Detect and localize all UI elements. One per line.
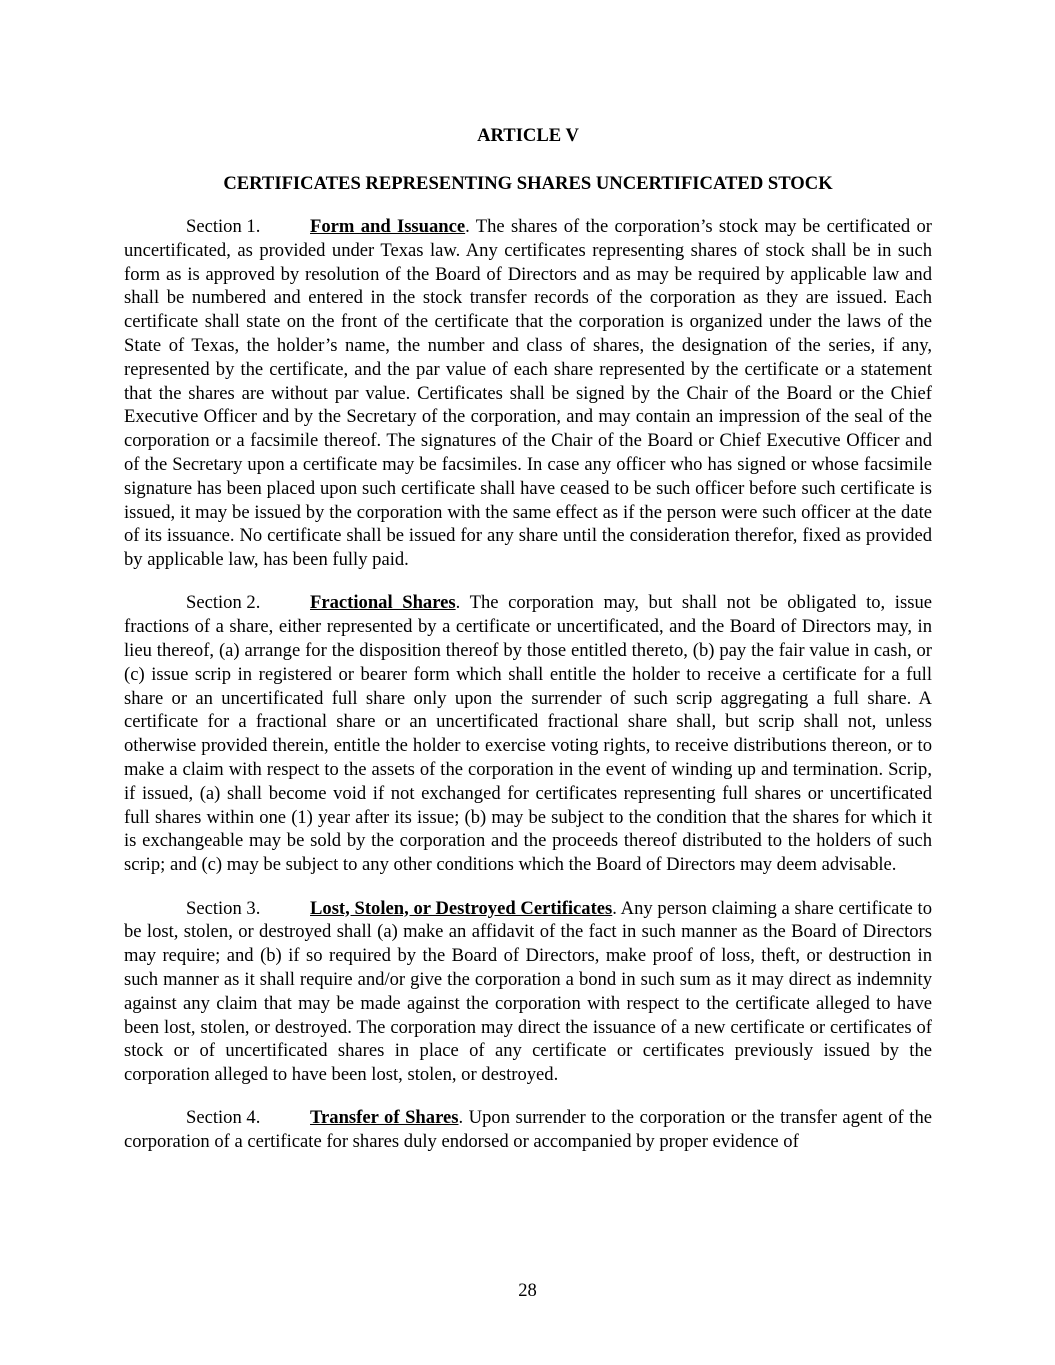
page-number: 28 xyxy=(518,1280,537,1301)
section-1-label: Section 1. xyxy=(186,216,261,237)
article-title: ARTICLE V xyxy=(477,125,579,146)
section-4-body: . Upon surrender to the corporation or the transfer agent of the corporation of a certificate for shares duly endorsed or accompanied by proper evidence of xyxy=(124,1107,932,1153)
document-page xyxy=(124,123,932,1173)
section-1-body: . The shares of the corporation’s stock may be certificated or uncertificated, as provided under Texas law. Any certificates representing shares of stock shall be in such form as is approved by resolution of the Board of Directors and as may be required by applicable law and shall be numbered and entered in the stock transfer records of the corporation as they are issued. Each certificate shall state on the front of the certificate that the corporation is organized under the laws of the State of Texas, the holder’s name, the number and class of shares, the designation of the series, if any, represented by the certificate, and the par value of each share represented by the certificate or a statement that the shares are without par value. Certificates shall be signed by the Chair of the Board or the Chief Executive Officer and by the Secretary of the corporation, and may contain an impression of the seal of the corporation or a facsimile thereof. The signatures of the Chair of the Board or Chief Executive Officer and of the Secretary upon a certificate may be facsimiles. In case any officer who has signed or whose facsimile signature has been placed upon such certificate shall have ceased to be such officer before such certificate is issued, it may be issued by the corporation with the same effect as if the person were such officer at the date of its issuance. No certificate shall be issued for any share until the consideration therefor, fixed as provided by applicable law, has been fully paid. xyxy=(124,216,932,571)
section-1 xyxy=(124,215,932,572)
section-3 xyxy=(124,897,932,1087)
article-subtitle: CERTIFICATES REPRESENTING SHARES UNCERTIFICATED STOCK xyxy=(223,173,833,194)
section-3-body: . Any person claiming a share certificate to be lost, stolen, or destroyed shall (a) make an affidavit of the fact in such manner as the Board of Directors may require; and (b) if so required by the Board of Directors, make proof of loss, theft, or destruction in such manner as it shall require and/or give the corporation a bond in such sum as it may direct as indemnity against any claim that may be made against the corporation with respect to the certificate alleged to have been lost, stolen, or destroyed. The corporation may direct the issuance of a new certificate or certificates of stock or of uncertificated shares in place of any certificate or certificates previously issued by the corporation alleged to have been lost, stolen, or destroyed. xyxy=(124,897,932,1086)
section-4-heading: Transfer of Shares xyxy=(310,1107,459,1129)
section-2-heading: Fractional Shares xyxy=(310,592,456,614)
section-2-label: Section 2. xyxy=(186,592,261,614)
section-3-heading: Lost, Stolen, or Destroyed Certificates xyxy=(310,897,613,919)
section-3-label: Section 3. xyxy=(186,897,261,919)
section-4-label: Section 4. xyxy=(186,1107,261,1129)
section-1-heading: Form and Issuance xyxy=(310,216,466,237)
section-2 xyxy=(124,591,932,877)
section-4 xyxy=(124,1106,932,1154)
section-2-body: . The corporation may, but shall not be obligated to, issue fractions of a share, either represented by a certificate or uncertificated, and the Board of Directors may, in lieu thereof, (a) arrange for the disposition thereof by those entitled thereto, (b) pay the fair value in cash, or (c) issue scrip in registered or bearer form which shall entitle the holder to receive a certificate for a full share or an uncertificated full share only upon the surrender of such scrip aggregating a full share. A certificate for a fractional share or an uncertificated fractional share shall, but scrip shall not, unless otherwise provided therein, entitle the holder to exercise voting rights, to receive distributions thereon, or to make a claim with respect to the assets of the corporation in the event of winding up and termination. Scrip, if issued, (a) shall become void if not exchanged for certificates representing full shares or uncertificated full shares within one (1) year after its issue; (b) may be subject to the condition that the shares for which it is exchangeable may be sold by the corporation and the proceeds thereof distributed to the holders of such scrip; and (c) may be subject to any other conditions which the Board of Directors may deem advisable. xyxy=(124,592,932,876)
